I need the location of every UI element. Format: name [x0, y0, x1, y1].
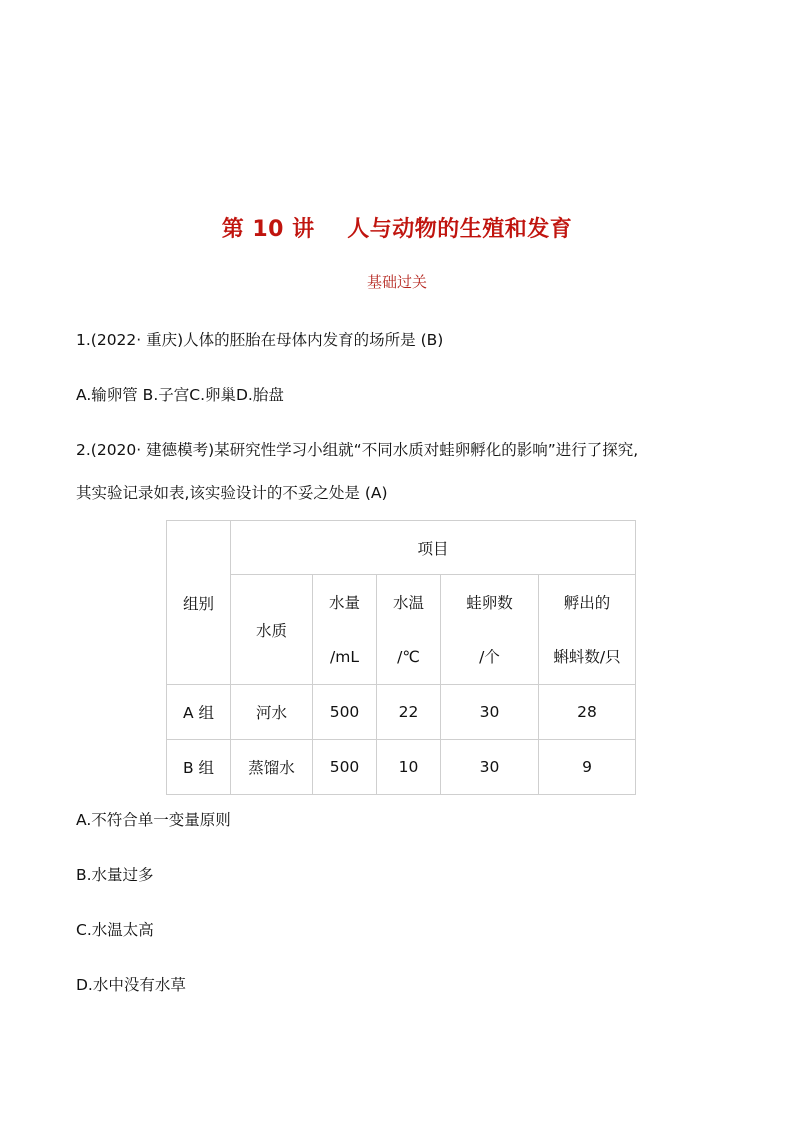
- question-2-option-a: A.不符合单一变量原则: [76, 811, 231, 829]
- cell-volume: 500: [313, 740, 377, 795]
- question-2-stem-line2: 其实验记录如表,该实验设计的不妥之处是 (A): [76, 484, 388, 502]
- cell-temp: 10: [377, 740, 441, 795]
- question-1-options: A.输卵管 B.子宫C.卵巢D.胎盘: [76, 386, 284, 404]
- cell-group: B 组: [167, 740, 231, 795]
- header-group: 组别: [167, 521, 231, 685]
- header-tadpole-count: 孵出的 蝌蚪数/只: [539, 575, 636, 685]
- cell-tadpoles: 9: [539, 740, 636, 795]
- cell-group: A 组: [167, 685, 231, 740]
- header-water-temp: 水温 /℃: [377, 575, 441, 685]
- header-egg-count: 蛙卵数 /个: [441, 575, 539, 685]
- cell-volume: 500: [313, 685, 377, 740]
- section-subtitle: 基础过关: [366, 273, 427, 291]
- header-item: 项目: [231, 521, 636, 575]
- table-row: [167, 740, 636, 795]
- cell-temp: 22: [377, 685, 441, 740]
- cell-quality: 蒸馏水: [231, 740, 313, 795]
- cell-eggs: 30: [441, 685, 539, 740]
- question-2-option-b: B.水量过多: [76, 866, 154, 884]
- cell-quality: 河水: [231, 685, 313, 740]
- question-2-option-c: C.水温太高: [76, 921, 154, 939]
- question-1-stem: 1.(2022· 重庆)人体的胚胎在母体内发育的场所是 (B): [76, 331, 444, 349]
- experiment-table: [166, 520, 636, 795]
- cell-tadpoles: 28: [539, 685, 636, 740]
- table-row: [167, 685, 636, 740]
- header-water-volume: 水量 /mL: [313, 575, 377, 685]
- cell-eggs: 30: [441, 740, 539, 795]
- header-water-quality: 水质: [231, 575, 313, 685]
- question-2-option-d: D.水中没有水草: [76, 976, 186, 994]
- lesson-title: 第 10 讲 人与动物的生殖和发育: [221, 217, 573, 242]
- question-2-stem-line1: 2.(2020· 建德模考)某研究性学习小组就“不同水质对蛙卵孵化的影响”进行了探究,: [76, 441, 639, 459]
